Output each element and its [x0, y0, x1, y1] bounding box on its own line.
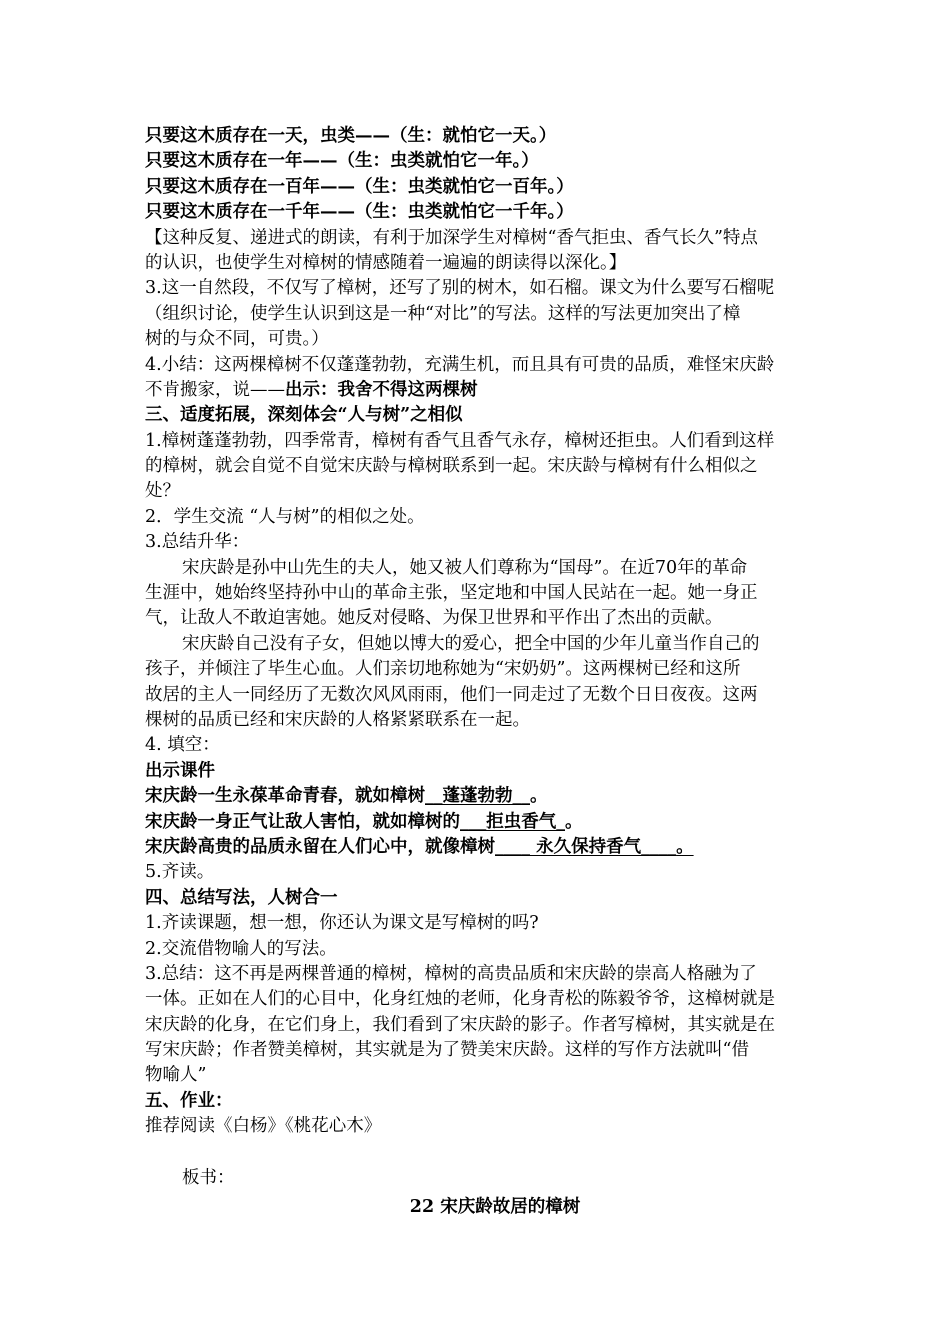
text-line: 一体。正如在人们的心目中，化身红烛的老师，化身青松的陈毅爷爷，这樟树就是: [145, 989, 775, 1010]
text-line: 3.这一自然段，不仅写了樟树，还写了别的树木，如石榴。课文为什么要写石榴呢: [145, 278, 775, 299]
board-label: 板书：: [182, 1167, 235, 1188]
text-line: 2.交流借物喻人的写法。: [145, 938, 337, 959]
section-heading: 五、作业：: [145, 1090, 233, 1111]
text-line: 气，让敌人不敢迫害她。她反对侵略、为保卫世界和平作出了杰出的贡献。: [145, 608, 723, 629]
text-line: 【这种反复、递进式的朗读，有利于加深学生对樟树“香气拒虫、香气长久”特点: [145, 227, 758, 248]
show-slide-text: 出示：我舍不得这两棵树: [285, 379, 478, 400]
text-line: 推荐阅读《白杨》《桃花心木》: [145, 1116, 382, 1137]
text-line: 的樟树，就会自觉不自觉宋庆龄与樟树联系到一起。宋庆龄与樟树有什么相似之: [145, 456, 758, 477]
section-heading: 三、适度拓展，深刻体会“人与树”之相似: [145, 405, 463, 426]
text-span: 。: [565, 811, 583, 832]
text-line: 处？: [145, 481, 180, 502]
blank-answer: ___拒虫香气_: [460, 811, 565, 832]
text-span: 宋庆龄高贵的品质永留在人们心中，就像樟树: [145, 836, 495, 857]
blank-answer: ____ 永久保持香气____: [495, 836, 677, 857]
text-line: 3.总结：这不再是两棵普通的樟树，樟树的高贵品质和宋庆龄的崇高人格融为了: [145, 963, 757, 984]
text-span: 宋庆龄一身正气让敌人害怕，就如樟树的: [145, 811, 460, 832]
text-line: 宋庆龄自己没有子女，但她以博大的爱心，把全中国的少年儿童当作自己的: [182, 633, 760, 654]
board-title: 22 宋庆龄故居的樟树: [409, 1197, 581, 1218]
text-span: 。: [676, 836, 694, 857]
document-page: [145, 124, 815, 1220]
text-line: 物喻人”: [145, 1065, 207, 1086]
text-line: 生涯中，她始终坚持孙中山的革命主张，坚定地和中国人民站在一起。她一身正: [145, 583, 758, 604]
text-line: 只要这木质存在一千年——（生：虫类就怕它一千年。）: [145, 202, 574, 223]
text-line: 宋庆龄的化身，在它们身上，我们看到了宋庆龄的影子。作者写樟树，其实就是在: [145, 1014, 775, 1035]
text-span: 。: [530, 786, 548, 807]
text-line: 2．学生交流 “人与树”的相似之处。: [145, 506, 425, 527]
blank-answer: __蓬蓬勃勃__: [425, 786, 530, 807]
text-line: 的认识，也使学生对樟树的情感随着一遍遍的朗读得以深化。】: [145, 252, 627, 273]
text-line: 1.樟树蓬蓬勃勃，四季常青，樟树有香气且香气永存，樟树还拒虫。人们看到这样: [145, 430, 775, 451]
text-line: 宋庆龄是孙中山先生的夫人，她又被人们尊称为“国母”。在近70年的革命: [182, 557, 748, 578]
text-span: 宋庆龄一生永葆革命青春，就如樟树: [145, 786, 425, 807]
text-line: 只要这木质存在一天，虫类——（生：就怕它一天。）: [145, 126, 557, 146]
text-span: 不肯搬家，说——: [145, 379, 285, 400]
text-line: 4.小结：这两棵樟树不仅蓬蓬勃勃，充满生机，而且具有可贵的品质，难怪宋庆龄: [145, 354, 775, 375]
text-line: 故居的主人一同经历了无数次风风雨雨，他们一同走过了无数个日日夜夜。这两: [145, 684, 758, 705]
text-line: 1.齐读课题，想一想，你还认为课文是写樟树的吗?: [145, 913, 539, 934]
text-line: 4. 填空：: [145, 735, 220, 756]
text-line: 出示课件: [145, 760, 215, 781]
text-line: 5.齐读。: [145, 862, 215, 883]
text-line: 只要这木质存在一年——（生：虫类就怕它一年。）: [145, 151, 539, 172]
text-line: 孩子，并倾注了毕生心血。人们亲切地称她为“宋奶奶”。这两棵树已经和这所: [145, 659, 741, 680]
fill-blank-line: [145, 835, 815, 860]
text-line: 棵树的品质已经和宋庆龄的人格紧紧联系在一起。: [145, 709, 530, 730]
fill-blank-line: [145, 784, 815, 809]
fill-blank-line: [145, 810, 815, 835]
text-line: 只要这木质存在一百年——（生：虫类就怕它一百年。）: [145, 176, 574, 197]
text-line: （组织讨论，使学生认识到这是一种“对比”的写法。这样的写法更加突出了樟: [145, 303, 741, 324]
text-line: 写宋庆龄；作者赞美樟树，其实就是为了赞美宋庆龄。这样的写作方法就叫“借: [145, 1040, 749, 1061]
text-line: 3.总结升华：: [145, 532, 250, 553]
text-line: 树的与众不同，可贵。）: [145, 329, 329, 350]
text-line: [145, 378, 815, 403]
section-heading: 四、总结写法，人树合一: [145, 887, 338, 908]
